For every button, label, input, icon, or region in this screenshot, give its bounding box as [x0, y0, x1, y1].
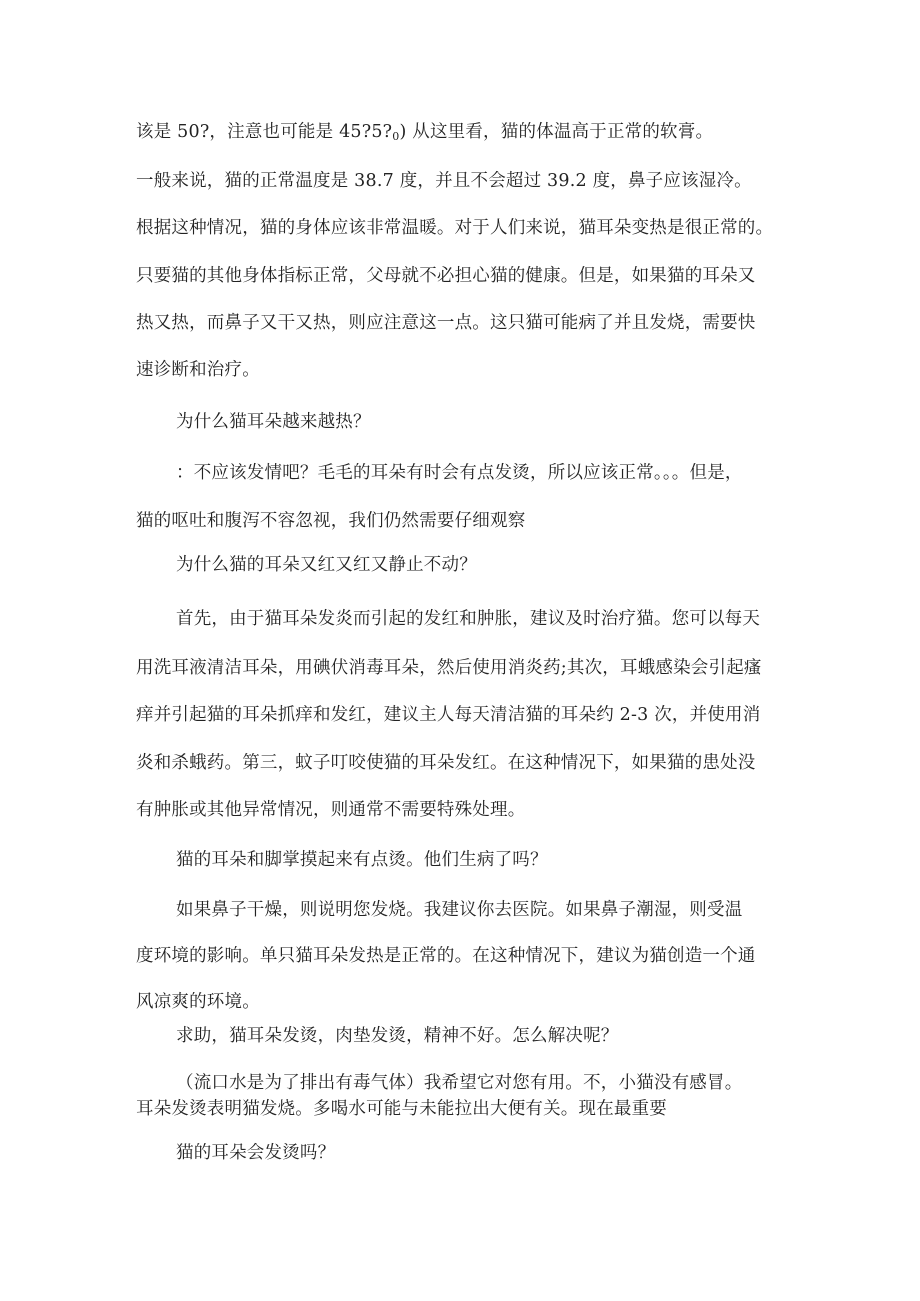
paragraph-line: 有肿胀或其他异常情况，则通常不需要特殊处理。	[136, 800, 526, 820]
paragraph-line: 首先，由于猫耳朵发炎而引起的发红和肿胀，建议及时治疗猫。您可以每天	[176, 609, 761, 629]
text-segment: 该是 50?，注意也可能是 45?5?	[136, 122, 393, 142]
paragraph-line: 痒并引起猫的耳朵抓痒和发红，建议主人每天清洁猫的耳朵约 2-3 次，并使用消	[136, 705, 761, 725]
paragraph-line: 风凉爽的环境。	[136, 992, 260, 1012]
paragraph-line: 耳朵发烫表明猫发烧。多喝水可能与未能拉出大便有关。现在最重要	[136, 1099, 667, 1119]
heading-line: 猫的耳朵和脚掌摸起来有点烫。他们生病了吗？	[176, 850, 548, 870]
paragraph-line: 如果鼻子干燥，则说明您发烧。我建议你去医院。如果鼻子潮湿，则受温	[176, 900, 743, 920]
paragraph-line: ：不应该发情吧？毛毛的耳朵有时会有点发烫，所以应该正常。。。但是，	[176, 463, 743, 483]
heading-line: 求助，猫耳朵发烫，肉垫发烫，精神不好。怎么解决呢？	[176, 1026, 619, 1046]
paragraph-line: 热又热，而鼻子又干又热，则应注意这一点。这只猫可能病了并且发烧，需要快	[136, 313, 756, 333]
paragraph-line: 一般来说，猫的正常温度是 38.7 度，并且不会超过 39.2 度，鼻子应该湿冷。	[136, 171, 752, 191]
text-segment: ) 从这里看，猫的体温高于正常的软膏。	[399, 122, 714, 142]
paragraph-line: 度环境的影响。单只猫耳朵发热是正常的。在这种情况下，建议为猫创造一个通	[136, 946, 756, 966]
paragraph-line: 速诊断和治疗。	[136, 360, 260, 380]
subscript: 0	[392, 130, 400, 143]
paragraph-line: 炎和杀蛾药。第三，蚊子叮咬使猫的耳朵发红。在这种情况下，如果猫的患处没	[136, 753, 756, 773]
paragraph-line: 猫的呕吐和腹泻不容忽视，我们仍然需要仔细观察	[136, 511, 526, 531]
paragraph-line: （流口水是为了排出有毒气体）我希望它对您有用。不，小猫没有感冒。	[176, 1073, 743, 1093]
heading-line: 为什么猫耳朵越来越热？	[176, 412, 371, 432]
heading-line: 猫的耳朵会发烫吗？	[176, 1143, 336, 1163]
paragraph-line: 用洗耳液清洁耳朵，用碘伏消毒耳朵，然后使用消炎药;其次，耳蛾感染会引起瘙	[136, 658, 762, 678]
paragraph-line: 只要猫的其他身体指标正常，父母就不必担心猫的健康。但是，如果猫的耳朵又	[136, 266, 756, 286]
paragraph-line: 根据这种情况，猫的身体应该非常温暖。对于人们来说，猫耳朵变热是很正常的。	[136, 218, 774, 238]
paragraph-line	[136, 120, 713, 149]
heading-line: 为什么猫的耳朵又红又红又静止不动？	[176, 555, 477, 575]
